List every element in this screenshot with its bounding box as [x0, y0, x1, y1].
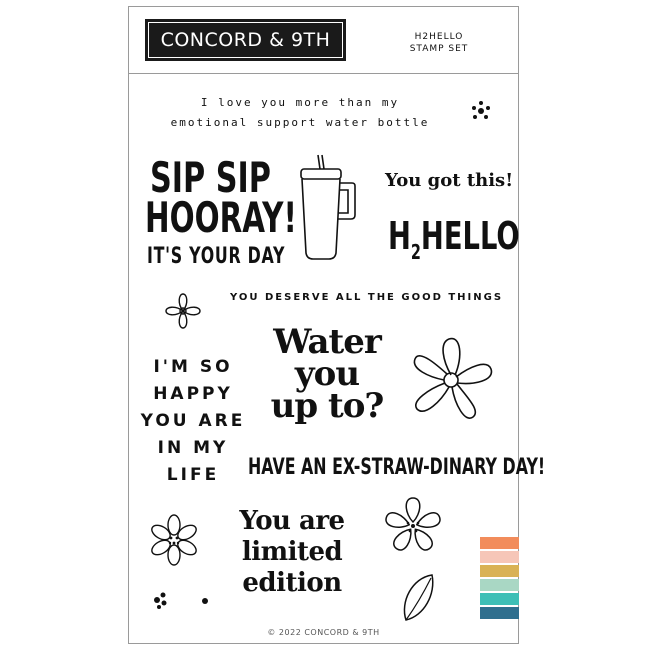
water-line1: Water: [273, 322, 381, 362]
happy-line4: IN MY: [157, 438, 229, 458]
small-flower-icon: [164, 292, 202, 330]
quote-stamp: [150, 93, 450, 133]
color-swatch: [480, 551, 519, 563]
color-swatch: [480, 537, 519, 549]
limited-stamp: [222, 506, 362, 599]
happy-line3: YOU ARE: [140, 411, 246, 431]
ex-straw-stamp: HAVE AN EX-STRAW-DINARY DAY!: [248, 455, 546, 480]
quote-line1: I love you more than my: [200, 96, 400, 109]
color-swatch: [480, 579, 519, 591]
happy-line2: HAPPY: [153, 384, 233, 404]
sip-line1: SIP SIP: [150, 153, 271, 202]
water-stamp: [262, 322, 392, 426]
quote-line2: emotional support water bottle: [170, 116, 430, 129]
happy-line1: I'M SO: [153, 357, 233, 377]
large-flower-icon: [408, 336, 494, 422]
brand-logo-text: CONCORD & 9TH: [148, 22, 343, 58]
dots-icon: [152, 590, 214, 614]
header-band: [129, 7, 518, 74]
you-got-this-stamp: You got this!: [385, 170, 514, 191]
set-title-line2: STAMP SET: [409, 44, 469, 54]
deserve-stamp: YOU DESERVE ALL THE GOOD THINGS: [230, 292, 504, 303]
water-line2: you: [294, 354, 360, 394]
leaf-icon: [398, 572, 438, 624]
copyright-text: © 2022 CONCORD & 9TH: [267, 628, 380, 637]
h2hello-h: H: [388, 214, 411, 258]
h2hello-stamp: [388, 216, 520, 272]
sip-line2: HOORAY!: [145, 193, 297, 242]
color-swatch: [480, 593, 519, 605]
limited-line1: You are: [239, 506, 345, 536]
brand-logo: [145, 19, 346, 61]
water-line3: up to?: [270, 386, 384, 426]
limited-line2: limited: [241, 537, 343, 567]
daisy-icon: [146, 512, 202, 568]
color-swatch: [480, 565, 519, 577]
blossom-icon: [380, 494, 446, 558]
limited-line3: edition: [242, 568, 342, 598]
tumbler-icon: [298, 153, 358, 263]
h2hello-rest: HELLO: [420, 214, 520, 258]
color-swatch: [480, 607, 519, 619]
happy-line5: LIFE: [166, 465, 220, 485]
sparkle-icon: [470, 100, 492, 122]
set-title: [379, 31, 499, 55]
h2hello-sub: 2: [410, 240, 421, 264]
happy-stamp: [140, 354, 246, 489]
sip-line3: IT'S YOUR DAY: [147, 244, 286, 269]
set-title-line1: H2HELLO: [414, 32, 464, 42]
